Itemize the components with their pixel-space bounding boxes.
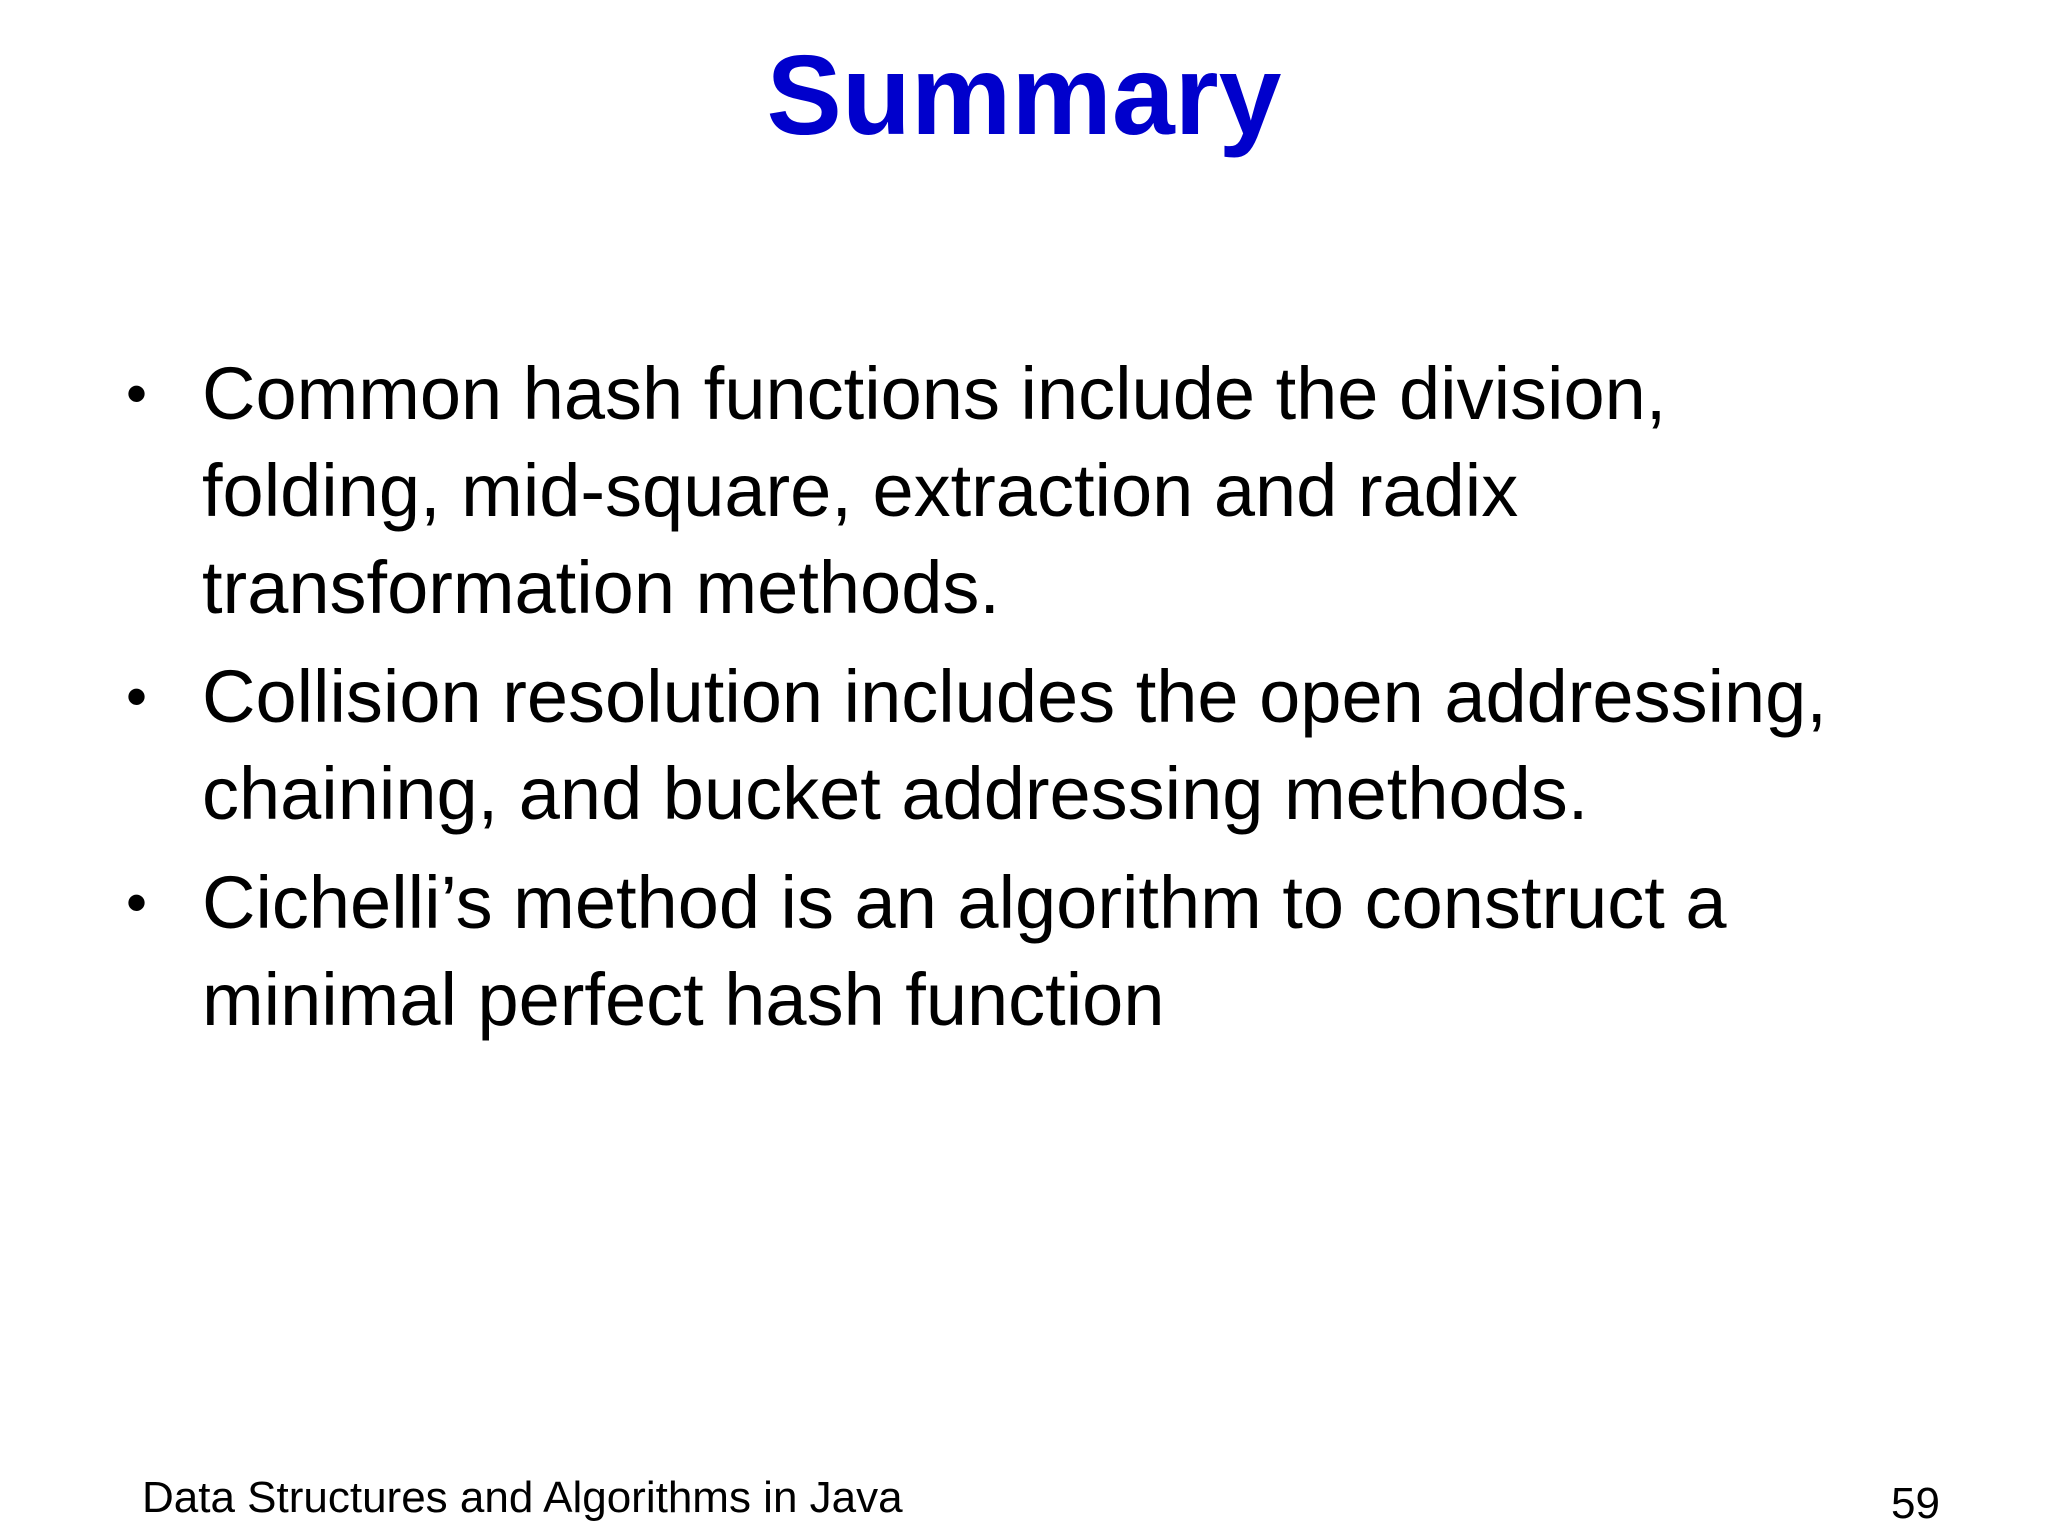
bullet-text: Common hash functions include the division, folding, mid-square, extraction and radix transformation methods. [202,352,1667,629]
bullet-marker: • [126,663,148,730]
bullet-item [120,345,1920,636]
bullet-marker: • [126,360,148,427]
footer-course-title: Data Structures and Algorithms in Java [142,1473,903,1522]
page-number: 59 [1891,1479,1940,1528]
slide-title: Summary [766,32,1282,158]
bullet-item [120,648,1920,842]
bullet-list [120,345,1920,1060]
bullet-text: Collision resolution includes the open addressing, chaining, and bucket addressing methods. [202,655,1827,835]
bullet-marker: • [126,869,148,936]
bullet-text: Cichelli’s method is an algorithm to construct a minimal perfect hash function [202,861,1727,1041]
bullet-item [120,854,1920,1048]
